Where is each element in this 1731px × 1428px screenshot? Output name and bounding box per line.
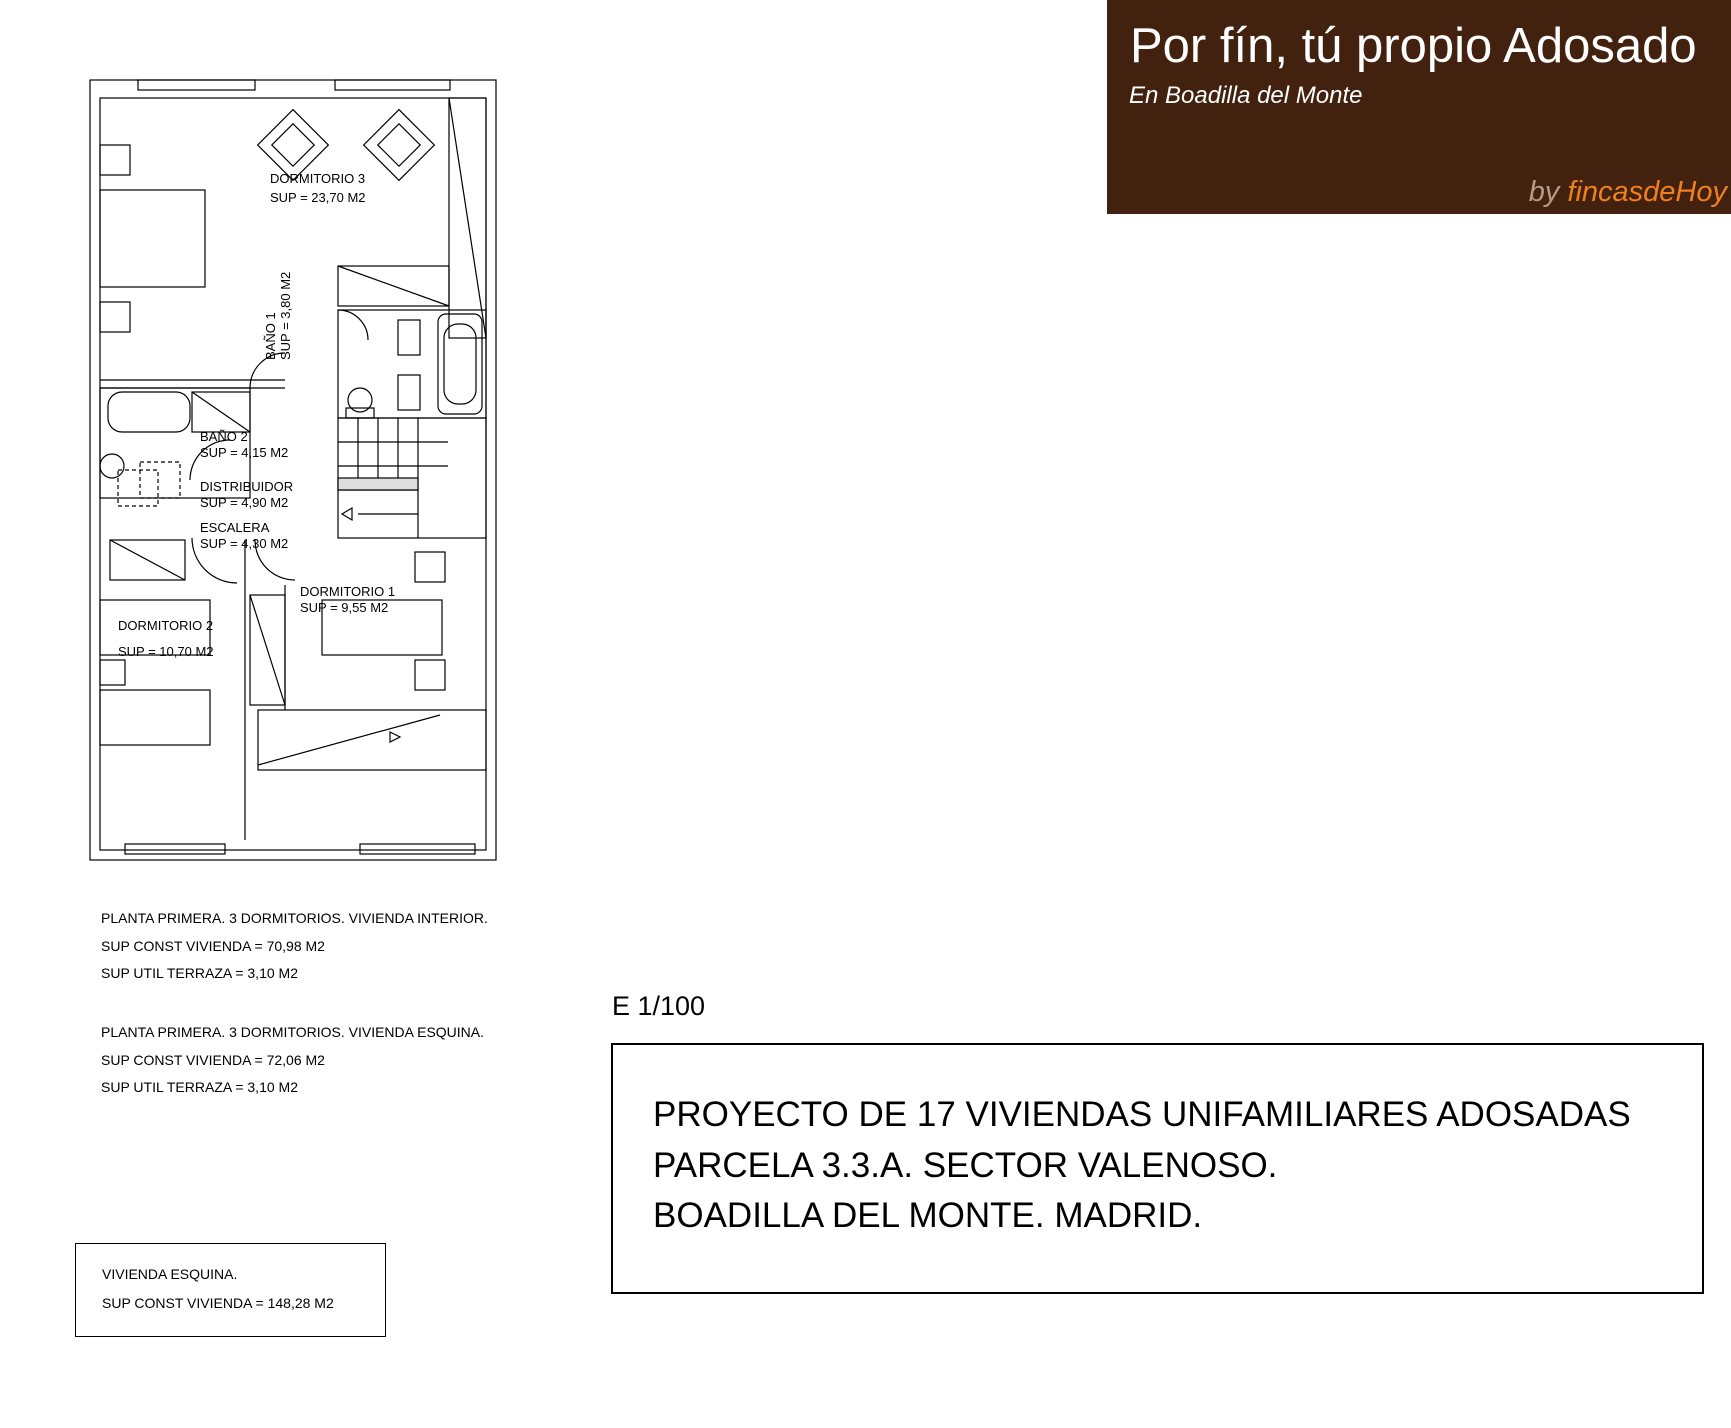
door-bano1	[338, 310, 368, 340]
note-esquina-terraza: SUP UTIL TERRAZA = 3,10 M2	[101, 1079, 298, 1095]
note-interior-terraza: SUP UTIL TERRAZA = 3,10 M2	[101, 965, 298, 981]
window-bottom-2	[360, 844, 475, 854]
bed-dormitorio2-2	[100, 690, 210, 745]
banner-byline	[1529, 176, 1727, 209]
summary-const: SUP CONST VIVIENDA = 148,28 M2	[102, 1295, 334, 1311]
note-interior-title: PLANTA PRIMERA. 3 DORMITORIOS. VIVIENDA INTERIOR.	[101, 910, 488, 926]
summary-box	[75, 1243, 386, 1337]
label-dormitorio1: DORMITORIO 1	[300, 584, 396, 599]
project-line-1: PROYECTO DE 17 VIVIENDAS UNIFAMILIARES ADOSADAS	[653, 1095, 1631, 1134]
stairs-steps	[338, 418, 448, 538]
label-dormitorio2: DORMITORIO 2	[118, 618, 214, 633]
sup-escalera: SUP = 4,30 M2	[200, 536, 289, 551]
armchair-1-inner	[272, 124, 314, 166]
sup-bano1: SUP = 3,80 M2	[278, 271, 293, 360]
bathtub-bano2	[108, 392, 190, 432]
nightstand-4	[415, 552, 445, 582]
nightstand-1	[100, 145, 130, 175]
toilet-bano2	[100, 454, 124, 478]
label-dormitorio3: DORMITORIO 3	[270, 171, 366, 186]
project-line-2: PARCELA 3.3.A. SECTOR VALENOSO.	[653, 1146, 1278, 1185]
window-top-2	[335, 80, 450, 90]
washbasin-2	[398, 375, 420, 410]
sup-dormitorio2: SUP = 10,70 M2	[118, 644, 214, 659]
project-title-box	[611, 1043, 1704, 1294]
nightstand-5	[415, 660, 445, 690]
armchair-2-inner	[378, 124, 420, 166]
banner-title: Por fín, tú propio Adosado	[1130, 19, 1697, 73]
project-line-3: BOADILLA DEL MONTE. MADRID.	[653, 1196, 1203, 1235]
bano1-outline	[338, 310, 486, 418]
banner-subtitle: En Boadilla del Monte	[1129, 82, 1363, 109]
note-interior-const: SUP CONST VIVIENDA = 70,98 M2	[101, 938, 325, 954]
washbasin-1	[398, 320, 420, 355]
bidet-bano2	[118, 470, 158, 506]
label-bano1: BAÑO 1	[263, 312, 278, 360]
nightstand-3	[100, 660, 125, 685]
note-esquina-title: PLANTA PRIMERA. 3 DORMITORIOS. VIVIENDA ESQUINA.	[101, 1024, 485, 1040]
terrace	[258, 710, 486, 770]
window-bottom-1	[125, 844, 225, 854]
floor-plan	[80, 70, 500, 870]
bed-dormitorio3	[100, 190, 205, 287]
sup-dormitorio3: SUP = 23,70 M2	[270, 190, 366, 205]
sup-bano2: SUP = 4,15 M2	[200, 445, 289, 460]
nightstand-2	[100, 302, 130, 332]
byline-prefix: by	[1528, 176, 1568, 208]
room-labels	[118, 171, 395, 659]
header-banner	[1107, 0, 1731, 214]
brand-name: fincasdeHoy	[1567, 176, 1727, 208]
note-esquina-const: SUP CONST VIVIENDA = 72,06 M2	[101, 1052, 325, 1068]
label-escalera: ESCALERA	[200, 520, 270, 535]
window-top-1	[138, 80, 255, 90]
sup-distribuidor: SUP = 4,90 M2	[200, 495, 289, 510]
armchair-2	[364, 110, 435, 181]
label-distribuidor: DISTRIBUIDOR	[200, 479, 294, 494]
label-bano2: BAÑO 2	[200, 429, 248, 444]
armchair-1	[258, 110, 329, 181]
sup-dormitorio1: SUP = 9,55 M2	[300, 600, 389, 615]
summary-title: VIVIENDA ESQUINA.	[102, 1266, 238, 1282]
scale-label: E 1/100	[612, 991, 706, 1021]
